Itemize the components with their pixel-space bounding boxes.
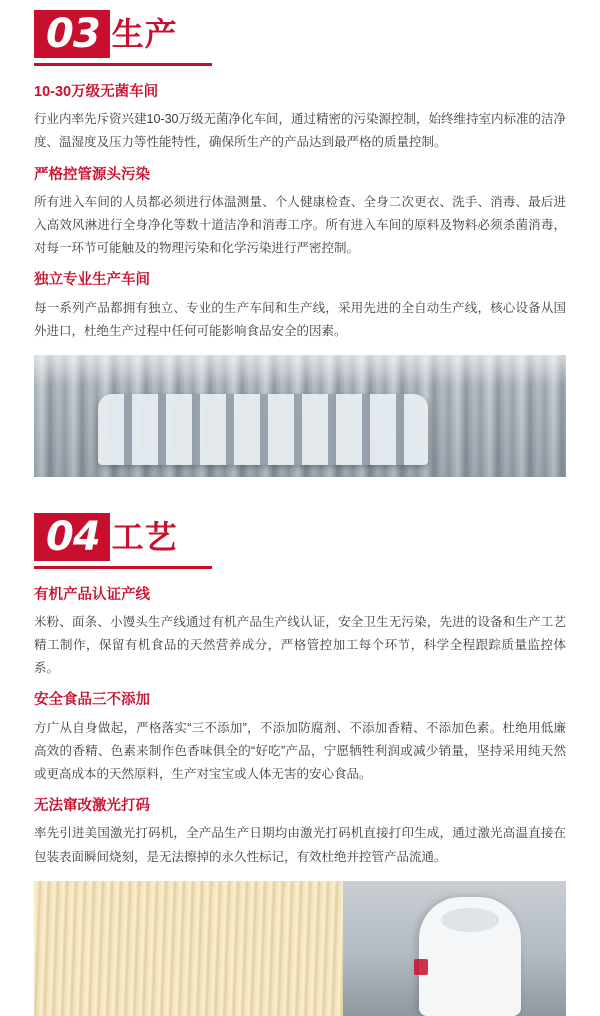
noodles-photo <box>34 881 566 1016</box>
block-heading: 有机产品认证产线 <box>34 586 150 603</box>
content-block <box>34 585 566 681</box>
block-heading: 10-30万级无菌车间 <box>34 84 159 100</box>
section-number-badge: 03 <box>34 10 110 58</box>
worker-badge-icon <box>414 959 428 975</box>
banner-underline <box>34 566 212 569</box>
block-body: 米粉、面条、小馒头生产线通过有机产品生产线认证，安全卫生无污染，先进的设备和生产工艺精工制作，保留有机食品的天然营养成分，严格管控加工每个环节，科学全程跟踪质量监控体系。 <box>34 615 566 676</box>
section-banner-03 <box>34 10 566 68</box>
content-block <box>34 690 566 786</box>
factory-photo <box>34 355 566 477</box>
section-banner-04 <box>34 513 566 571</box>
content-block <box>34 165 566 261</box>
content-block <box>34 796 566 869</box>
block-body: 所有进入车间的人员都必须进行体温测量、个人健康检查、全身二次更衣、洗手、消毒、最后进入高效风淋进行全身净化等数十道洁净和消毒工序。所有进入车间的原料及物料必须杀菌消毒，对每一环节可能触及的物理污染和化学污染进行严密控制。 <box>34 194 566 256</box>
document-page <box>0 10 600 873</box>
section-spacer <box>34 477 566 503</box>
block-heading: 安全食品三不添加 <box>34 692 150 709</box>
banner-underline <box>34 63 212 66</box>
block-heading: 无法窜改激光打码 <box>34 798 150 815</box>
section-title: 工艺 <box>111 518 178 555</box>
block-body: 率先引进美国激光打码机，全产品生产日期均由激光打码机直接打印生成，通过激光高温直接在包装表面瞬间烧刻，是无法擦掉的永久性标记，有效杜绝并控管产品流通。 <box>34 826 566 864</box>
content-block <box>34 270 566 343</box>
block-body: 每一系列产品都拥有独立、专业的生产车间和生产线，采用先进的全自动生产线，核心设备从国外进口，杜绝生产过程中任何可能影响食品安全的因素。 <box>34 300 566 338</box>
block-heading: 严格控管源头污染 <box>34 166 150 183</box>
block-heading: 独立专业生产车间 <box>34 272 150 289</box>
block-body: 行业内率先斥资兴建10-30万级无菌净化车间，通过精密的污染源控制，始终维持室内标准的洁净度、温湿度及压力等性能特性，确保所生产的产品达到最严格的质量控制。 <box>34 112 566 150</box>
section-number-badge: 04 <box>34 513 110 561</box>
content-block <box>34 82 566 155</box>
worker-figure <box>343 881 566 1016</box>
section-title: 生产 <box>111 16 178 52</box>
block-body: 方广从自身做起，严格落实“三不添加”，不添加防腐剂、不添加香精、不添加色素。杜绝用低廉高效的香精、色素来制作色香味俱全的“好吃”产品，宁愿牺牲利润或减少销量，坚持采用纯天然或更高成本的天然原料，生产对宝宝或人体无害的安心食品。 <box>34 720 566 781</box>
